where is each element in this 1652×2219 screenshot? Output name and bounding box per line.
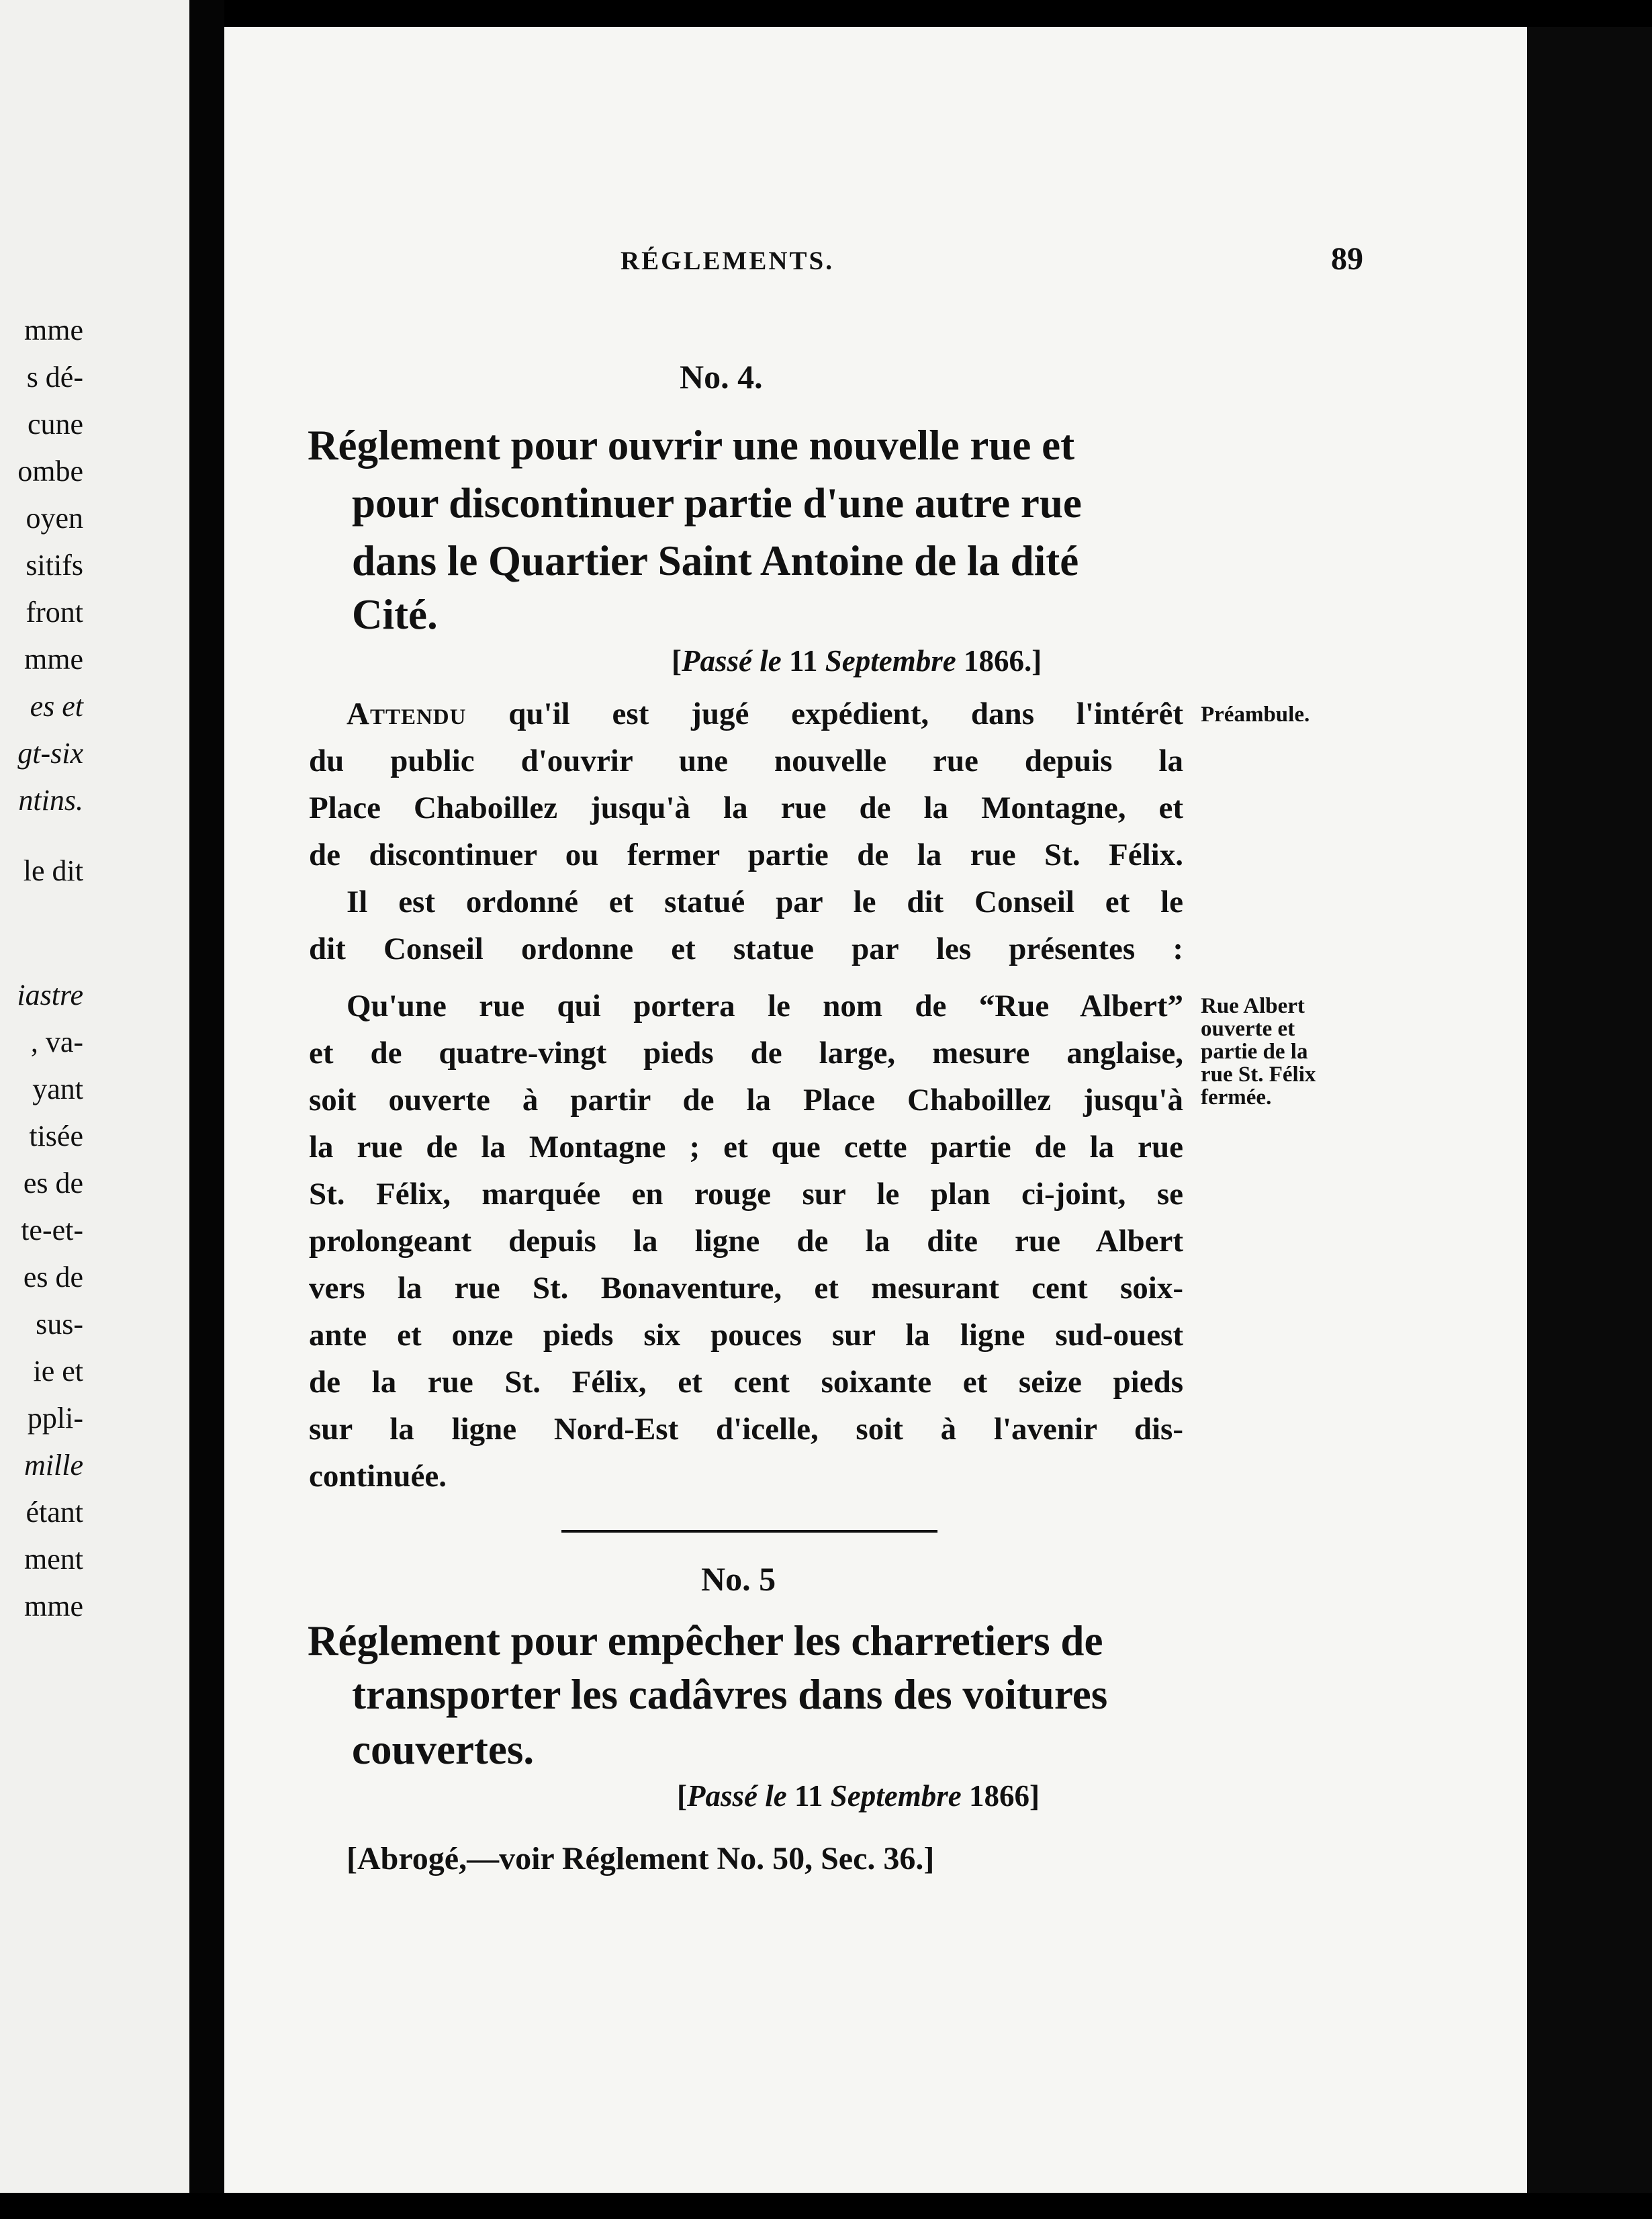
facing-page-text: es de	[23, 1261, 83, 1294]
section-line: ante et onze pieds six pouces sur la ligne sud-ouest	[309, 1318, 1183, 1353]
margin-note-line: ouverte et	[1201, 1017, 1295, 1041]
preamble-lead-word: Attendu	[347, 696, 467, 731]
page-number: 89	[1331, 241, 1363, 277]
preamble-line: Attendu qu'il est jugé expédient, dans l'intérêt	[347, 696, 1183, 731]
margin-note-line: Rue Albert	[1201, 994, 1305, 1018]
facing-page-text: iastre	[17, 979, 83, 1011]
section-line: de la rue St. Félix, et cent soixante et seize pieds	[309, 1365, 1183, 1400]
facing-page-text: ombe	[17, 455, 83, 488]
enacting-line: dit Conseil ordonne et statue par les présentes :	[309, 932, 1183, 966]
bylaw-4-title-line: dans le Quartier Saint Antoine de la dité	[352, 537, 1079, 584]
section-line: continuée.	[309, 1459, 447, 1494]
facing-page-text: te-et-	[21, 1214, 83, 1247]
section-line: St. Félix, marquée en rouge sur le plan ci-joint, se	[309, 1177, 1183, 1212]
bylaw-4-title-line: pour discontinuer partie d'une autre rue	[352, 480, 1082, 527]
margin-note-line: partie de la	[1201, 1040, 1308, 1064]
facing-page-text: cune	[27, 408, 83, 441]
bylaw-5-title-line: transporter les cadâvres dans des voitures	[352, 1671, 1108, 1718]
section-line: Qu'une rue qui portera le nom de “Rue Albert”	[347, 989, 1183, 1024]
bylaw-4-passed-date: [Passé le 11 Septembre 1866.]	[672, 644, 1042, 678]
facing-page-text: gt-six	[17, 737, 83, 770]
margin-note-line: fermée.	[1201, 1085, 1272, 1110]
book-gutter	[189, 0, 224, 2219]
bylaw-5-title-line: Réglement pour empêcher les charretiers de	[308, 1617, 1103, 1664]
preamble-line: du public d'ouvrir une nouvelle rue depuis la	[309, 743, 1183, 778]
section-line: prolongeant depuis la ligne de la dite rue Albert	[309, 1224, 1183, 1259]
facing-page-text: mme	[24, 643, 83, 676]
facing-page-text: sus-	[36, 1308, 83, 1341]
facing-page-text: es de	[23, 1167, 83, 1199]
bylaw-4-title-line: Cité.	[352, 591, 438, 638]
bylaw-4-number: No. 4.	[680, 358, 763, 396]
facing-page-fragment	[0, 0, 189, 2219]
page-edge-shadow	[1527, 27, 1652, 2193]
section-line: la rue de la Montagne ; et que cette partie de la rue	[309, 1130, 1183, 1165]
facing-page-text: ntins.	[18, 784, 83, 817]
facing-page-text: sitifs	[26, 549, 83, 582]
bylaw-5-title-line: couvertes.	[352, 1726, 535, 1773]
preamble-line: de discontinuer ou fermer partie de la rue St. Félix.	[309, 837, 1183, 872]
running-title: RÉGLEMENTS.	[621, 246, 834, 275]
facing-page-text: es et	[30, 690, 83, 723]
section-line: soit ouverte à partir de la Place Chaboillez jusqu'à	[309, 1083, 1183, 1118]
bylaw-5-abrogation-note: [Abrogé,—voir Réglement No. 50, Sec. 36.]	[347, 1841, 935, 1876]
preamble-line: Place Chaboillez jusqu'à la rue de la Montagne, et	[309, 790, 1183, 825]
section-divider	[561, 1530, 937, 1533]
bylaw-4-title-line: Réglement pour ouvrir une nouvelle rue et	[308, 422, 1075, 469]
facing-page-text: ppli-	[27, 1402, 83, 1435]
facing-page-text: ie et	[33, 1355, 83, 1388]
margin-note-line: rue St. Félix	[1201, 1062, 1316, 1087]
facing-page-text: mille	[24, 1449, 83, 1482]
margin-note-preamble: Préambule.	[1201, 703, 1310, 727]
section-line: sur la ligne Nord-Est d'icelle, soit à l'avenir dis-	[309, 1412, 1183, 1447]
bylaw-5-passed-date: [Passé le 11 Septembre 1866]	[677, 1779, 1040, 1813]
scan-border	[0, 2193, 1652, 2219]
facing-page-text: , va-	[30, 1026, 83, 1058]
facing-page-text: tisée	[29, 1120, 83, 1152]
bylaw-5-number: No. 5	[701, 1560, 776, 1598]
facing-page-text: s dé-	[26, 361, 83, 394]
section-line: et de quatre-vingt pieds de large, mesure anglaise,	[309, 1036, 1183, 1071]
facing-page-text: mme	[24, 314, 83, 347]
facing-page-text: le dit	[23, 854, 83, 887]
facing-page-text: mme	[24, 1590, 83, 1623]
section-line: vers la rue St. Bonaventure, et mesurant cent soix-	[309, 1271, 1183, 1306]
facing-page-text: étant	[26, 1496, 83, 1529]
facing-page-text: oyen	[26, 502, 83, 535]
facing-page-text: ment	[24, 1543, 83, 1576]
facing-page-text: yant	[32, 1073, 83, 1105]
facing-page-text: front	[26, 596, 83, 629]
enacting-line: Il est ordonné et statué par le dit Conseil et le	[347, 885, 1183, 919]
